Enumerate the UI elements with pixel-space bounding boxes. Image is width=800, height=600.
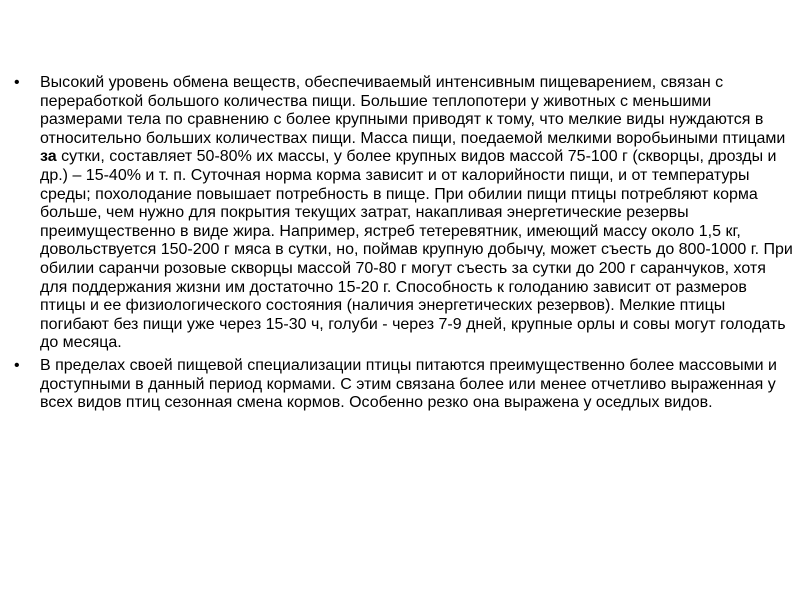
paragraph-text: В пределах своей пищевой специализации птицы питаются преимущественно более массовыми и доступными в данный период кормами. С этим связана более или менее отчетливо выраженная у всех видов птиц сезонная смена кормов. Особенно резко она выражена у оседлых видов.: [40, 356, 777, 412]
bullet-item-specialization: [14, 357, 794, 413]
paragraph-text-part-2: сутки, составляет 50-80% их массы, у более крупных видов массой 75-100 г (скворцы, дрозды и др.) – 15-40% и т. п. Суточная норма корма зависит и от калорийности пищи, и от температуры среды; похолодание повышает потребность в пище. При обилии пищи птицы потребляют корма больше, чем нужно для покрытия текущих затрат, накапливая энергетические резервы преимущественно в виде жира. Например, ястреб тетеревятник, имеющий массу около 1,5 кг, довольствуется 150-200 г мяса в сутки, но, поймав крупную добычу, может съесть до 800-1000 г. При обилии саранчи розовые скворцы массой 70-80 г могут съесть за сутки до 200 г саранчуков, хотя для поддержания жизни им достаточно 15-20 г. Способность к голоданию зависит от размеров птицы и ее физиологического состояния (наличия энергетических резервов). Мелкие птицы погибают без пищи уже через 15-30 ч, голуби - через 7-9 дней, крупные орлы и совы могут голодать до месяца.: [40, 148, 793, 352]
paragraph-text-part-1: Высокий уровень обмена веществ, обеспечиваемый интенсивным пищеварением, связан с переработкой большого количества пищи. Большие теплопотери у животных с меньшими размерами тела по сравнению с более крупными приводят к тому, что мелкие виды нуждаются в относительно больших количествах пищи. Масса пищи, поедаемой мелкими воробьиными птицами: [40, 74, 786, 147]
bullet-item-metabolism: [14, 74, 794, 353]
bullet-icon: •: [14, 74, 20, 91]
bullet-icon: •: [14, 356, 20, 374]
bullet-list: [14, 74, 794, 417]
bold-word: за: [40, 148, 57, 166]
